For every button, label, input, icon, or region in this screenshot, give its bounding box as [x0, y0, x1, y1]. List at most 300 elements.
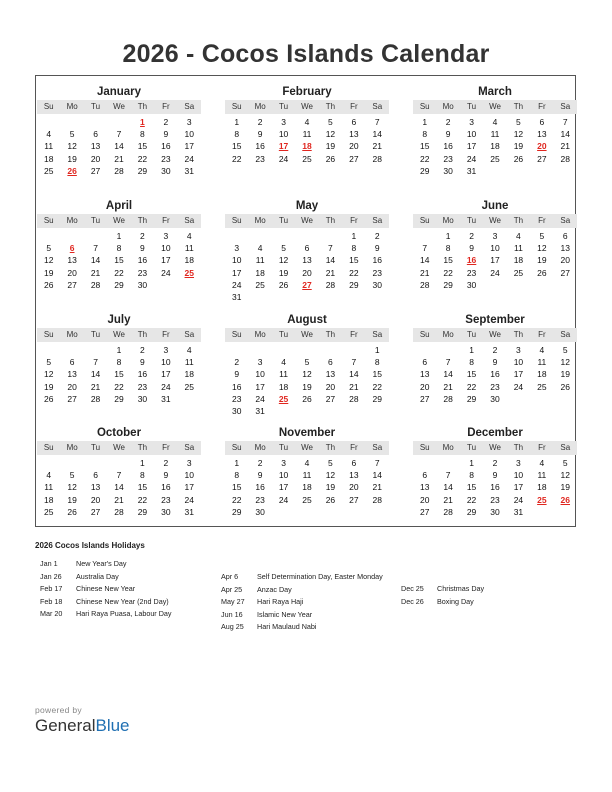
holiday-day: 16	[466, 255, 477, 266]
weekday-label: We	[301, 216, 313, 225]
day-cell: 30	[137, 393, 148, 404]
weekday-label: Th	[325, 330, 336, 339]
holiday-row	[40, 571, 171, 584]
weekday-label: Tu	[91, 102, 101, 111]
month-october	[37, 425, 201, 518]
day-cell: 9	[257, 470, 263, 481]
day-cell: 17	[255, 381, 265, 392]
holiday-row	[221, 571, 383, 584]
weekday-label: Su	[419, 330, 430, 339]
day-cell: 3	[469, 117, 474, 127]
day-cell: 14	[90, 369, 101, 380]
day-cell: 10	[278, 129, 289, 140]
day-grid	[225, 344, 389, 417]
holiday-day: 25	[537, 494, 547, 505]
day-cell: 9	[445, 129, 451, 140]
holidays-title: 2026 Cocos Islands Holidays	[35, 541, 145, 550]
holiday-day: 26	[560, 494, 571, 505]
day-cell: 6	[539, 117, 545, 127]
holiday-day: 25	[184, 267, 195, 278]
day-cell: 24	[161, 267, 171, 278]
empty-day	[225, 344, 248, 356]
day-cell: 13	[325, 369, 336, 380]
day-cell: 22	[466, 494, 477, 505]
weekday-label: Fr	[538, 102, 546, 111]
weekday-label: Su	[231, 102, 242, 111]
day-cell: 8	[140, 470, 145, 481]
day-cell: 7	[93, 243, 98, 254]
weekday-label: Mo	[66, 443, 78, 452]
day-cell: 16	[231, 381, 242, 392]
day-cell: 11	[537, 357, 547, 368]
holiday-name: Hari Raya Haji	[257, 597, 304, 606]
day-cell: 1	[234, 117, 240, 127]
day-cell: 18	[278, 381, 289, 392]
day-cell: 13	[67, 255, 77, 266]
day-grid	[37, 116, 201, 177]
day-cell: 13	[90, 482, 101, 493]
day-cell: 10	[255, 369, 265, 380]
weekday-label: Mo	[66, 216, 78, 225]
day-cell: 24	[513, 381, 524, 392]
holiday-row	[40, 558, 171, 571]
day-cell: 10	[184, 470, 195, 481]
weekday-label: Su	[231, 216, 242, 225]
weekday-label: Sa	[372, 102, 383, 111]
day-cell: 5	[328, 458, 333, 468]
day-cell: 27	[419, 506, 430, 517]
holiday-day: 6	[69, 243, 75, 254]
day-cell: 17	[184, 482, 195, 493]
month-march	[413, 84, 577, 177]
day-cell: 27	[560, 267, 571, 278]
day-cell: 18	[537, 482, 547, 493]
day-cell: 8	[445, 243, 451, 254]
day-cell: 21	[560, 141, 571, 152]
day-cell: 8	[116, 243, 122, 254]
day-cell: 27	[537, 153, 547, 164]
day-cell: 23	[443, 153, 453, 164]
weekday-label: Mo	[66, 330, 78, 339]
day-cell: 6	[422, 470, 428, 481]
day-cell: 3	[257, 357, 263, 368]
day-cell: 12	[43, 369, 54, 380]
day-cell: 15	[349, 255, 359, 266]
weekday-label: Mo	[254, 330, 266, 339]
weekday-label: Th	[513, 102, 524, 111]
weekday-header	[225, 214, 389, 228]
weekday-label: Mo	[66, 102, 78, 111]
holiday-date: Dec 25	[401, 584, 424, 593]
day-cell: 11	[514, 243, 523, 254]
day-grid	[37, 230, 201, 291]
day-cell: 26	[302, 393, 312, 404]
holiday-day: 20	[537, 141, 547, 152]
day-cell: 7	[116, 470, 122, 481]
day-cell: 1	[374, 345, 380, 355]
weekday-label: Fr	[350, 330, 358, 339]
day-cell: 18	[43, 153, 54, 164]
month-name: April	[105, 200, 133, 212]
day-cell: 28	[443, 506, 453, 517]
day-cell: 9	[492, 470, 498, 481]
day-cell: 24	[490, 267, 500, 278]
day-cell: 5	[46, 357, 52, 368]
day-cell: 19	[43, 267, 54, 278]
empty-day	[272, 230, 295, 242]
day-cell: 12	[43, 255, 54, 266]
month-name: June	[481, 200, 509, 212]
day-cell: 29	[137, 506, 148, 517]
weekday-label: We	[113, 102, 125, 111]
day-cell: 9	[140, 357, 145, 368]
day-cell: 9	[257, 129, 263, 140]
day-cell: 30	[490, 506, 500, 517]
day-cell: 12	[67, 141, 77, 152]
day-cell: 8	[234, 129, 240, 140]
weekday-label: Th	[513, 216, 524, 225]
day-cell: 30	[443, 165, 453, 176]
day-cell: 2	[492, 345, 498, 355]
weekday-label: Mo	[254, 443, 266, 452]
day-cell: 29	[443, 279, 453, 290]
day-cell: 6	[93, 470, 98, 481]
day-cell: 16	[490, 369, 500, 380]
day-cell: 4	[281, 357, 286, 368]
day-cell: 13	[90, 141, 101, 152]
day-cell: 17	[513, 482, 524, 493]
weekday-label: We	[301, 443, 313, 452]
day-cell: 23	[490, 494, 500, 505]
day-cell: 14	[443, 369, 453, 380]
day-cell: 23	[255, 494, 265, 505]
day-cell: 24	[255, 393, 265, 404]
day-cell: 1	[351, 231, 357, 241]
weekday-header	[225, 100, 389, 114]
day-cell: 11	[255, 255, 265, 266]
month-name: December	[467, 427, 523, 439]
day-cell: 25	[490, 153, 500, 164]
day-cell: 27	[90, 165, 101, 176]
day-cell: 20	[90, 494, 101, 505]
day-cell: 4	[46, 129, 52, 140]
day-cell: 3	[186, 117, 192, 127]
day-cell: 30	[161, 506, 171, 517]
day-cell: 22	[231, 153, 242, 164]
weekday-label: Fr	[350, 443, 358, 452]
weekday-label: Th	[513, 330, 524, 339]
day-cell: 17	[513, 369, 524, 380]
day-cell: 10	[513, 470, 524, 481]
holiday-list-column-1	[40, 558, 171, 621]
weekday-label: Fr	[538, 443, 546, 452]
weekday-label: Sa	[372, 443, 383, 452]
day-cell: 5	[562, 345, 568, 355]
day-cell: 27	[349, 153, 359, 164]
day-cell: 12	[325, 129, 336, 140]
holiday-date: Jan 1	[40, 559, 58, 568]
holiday-name: Australia Day	[76, 571, 119, 581]
weekday-header	[37, 100, 201, 114]
day-cell: 10	[513, 357, 524, 368]
day-cell: 6	[562, 231, 568, 241]
day-cell: 23	[137, 381, 148, 392]
day-cell: 26	[513, 153, 524, 164]
holiday-row	[221, 621, 383, 634]
day-cell: 16	[161, 141, 171, 152]
holiday-name: Christmas Day	[437, 584, 485, 593]
day-cell: 11	[490, 129, 500, 140]
day-cell: 24	[161, 381, 171, 392]
day-cell: 14	[114, 141, 124, 152]
weekday-label: Su	[419, 102, 430, 111]
weekday-label: Mo	[442, 330, 454, 339]
empty-day	[37, 344, 60, 356]
month-name: July	[107, 314, 131, 326]
day-cell: 6	[351, 117, 357, 127]
weekday-label: Tu	[279, 102, 289, 111]
weekday-label: Mo	[254, 102, 266, 111]
day-cell: 15	[114, 369, 124, 380]
day-cell: 11	[184, 243, 194, 254]
weekday-label: Sa	[372, 330, 383, 339]
generalblue-logo[interactable]	[35, 716, 130, 736]
holiday-name: Boxing Day	[437, 596, 474, 606]
day-cell: 2	[163, 458, 169, 468]
weekday-label: We	[489, 216, 501, 225]
holiday-row	[40, 583, 171, 596]
day-cell: 18	[302, 482, 312, 493]
holiday-day: 17	[278, 141, 289, 152]
holiday-date: Jan 26	[40, 571, 62, 581]
day-cell: 28	[372, 494, 383, 505]
powered-by-text: powered by	[35, 705, 82, 715]
day-cell: 23	[161, 153, 171, 164]
day-cell: 5	[46, 243, 52, 254]
day-cell: 1	[469, 458, 474, 468]
day-cell: 14	[560, 129, 571, 140]
weekday-header	[37, 328, 201, 342]
day-cell: 26	[325, 153, 336, 164]
day-cell: 9	[234, 369, 240, 380]
day-cell: 16	[255, 141, 265, 152]
empty-day	[319, 230, 342, 242]
day-cell: 27	[419, 393, 430, 404]
weekday-label: Sa	[560, 216, 571, 225]
day-cell: 12	[560, 470, 571, 481]
day-cell: 7	[374, 117, 380, 127]
day-cell: 15	[466, 369, 477, 380]
day-cell: 18	[184, 369, 195, 380]
day-cell: 6	[304, 243, 310, 254]
day-cell: 26	[278, 279, 289, 290]
weekday-label: Sa	[184, 216, 195, 225]
day-cell: 11	[279, 369, 288, 380]
day-cell: 24	[278, 153, 289, 164]
day-cell: 28	[114, 165, 124, 176]
holiday-name: Hari Raya Puasa, Labour Day	[76, 609, 172, 618]
day-cell: 31	[184, 165, 195, 176]
empty-day	[319, 344, 342, 356]
weekday-label: Fr	[350, 216, 358, 225]
day-cell: 16	[161, 482, 171, 493]
day-cell: 29	[114, 279, 124, 290]
day-cell: 8	[422, 129, 428, 140]
weekday-label: Tu	[467, 443, 477, 452]
weekday-label: Fr	[538, 216, 546, 225]
day-cell: 26	[67, 506, 77, 517]
day-cell: 7	[562, 117, 568, 127]
day-grid	[37, 457, 201, 518]
day-cell: 23	[255, 153, 265, 164]
weekday-label: Tu	[467, 330, 477, 339]
day-cell: 16	[255, 482, 265, 493]
day-cell: 22	[466, 381, 477, 392]
holiday-date: Apr 25	[221, 584, 243, 594]
day-cell: 7	[351, 357, 357, 368]
weekday-label: Fr	[350, 102, 358, 111]
holiday-date: Feb 17	[40, 584, 63, 593]
page-title: 2026 - Cocos Islands Calendar	[122, 40, 490, 68]
day-cell: 5	[281, 243, 286, 254]
weekday-label: We	[489, 330, 501, 339]
day-cell: 7	[116, 129, 122, 140]
day-cell: 7	[422, 243, 428, 254]
day-cell: 17	[184, 141, 195, 152]
day-cell: 6	[351, 458, 357, 468]
day-grid	[413, 230, 577, 291]
day-cell: 19	[67, 153, 77, 164]
day-cell: 26	[43, 393, 54, 404]
day-cell: 29	[231, 506, 242, 517]
day-cell: 22	[137, 494, 148, 505]
day-cell: 29	[372, 393, 383, 404]
day-cell: 10	[161, 357, 171, 368]
day-cell: 9	[163, 470, 169, 481]
day-cell: 24	[466, 153, 477, 164]
day-cell: 24	[278, 494, 289, 505]
weekday-header	[413, 441, 577, 455]
day-grid	[413, 457, 577, 518]
day-cell: 23	[372, 267, 383, 278]
holiday-row	[221, 596, 383, 609]
day-cell: 10	[231, 255, 242, 266]
empty-day	[295, 230, 318, 242]
day-cell: 20	[560, 255, 571, 266]
day-cell: 13	[349, 470, 359, 481]
day-cell: 23	[137, 267, 148, 278]
day-cell: 28	[114, 506, 124, 517]
day-cell: 19	[560, 369, 571, 380]
day-cell: 2	[469, 231, 474, 241]
empty-day	[84, 457, 107, 469]
day-cell: 25	[302, 494, 312, 505]
day-cell: 7	[93, 357, 98, 368]
day-cell: 5	[539, 231, 545, 241]
day-cell: 28	[419, 279, 430, 290]
day-cell: 27	[349, 494, 359, 505]
day-cell: 10	[184, 129, 195, 140]
day-cell: 29	[349, 279, 359, 290]
weekday-label: Fr	[162, 443, 170, 452]
day-cell: 23	[231, 393, 242, 404]
weekday-label: Su	[43, 330, 54, 339]
empty-day	[60, 230, 83, 242]
day-cell: 21	[419, 267, 430, 278]
month-name: March	[478, 86, 512, 98]
day-cell: 28	[372, 153, 383, 164]
day-cell: 19	[325, 482, 336, 493]
day-cell: 1	[116, 231, 122, 241]
day-cell: 16	[372, 255, 383, 266]
holiday-date: Aug 25	[221, 622, 244, 631]
day-cell: 19	[278, 267, 289, 278]
day-cell: 3	[516, 458, 521, 468]
day-cell: 18	[490, 141, 500, 152]
weekday-label: Mo	[254, 216, 266, 225]
weekday-label: Sa	[560, 102, 571, 111]
weekday-label: Tu	[467, 102, 477, 111]
day-cell: 2	[140, 231, 145, 241]
day-cell: 29	[114, 393, 124, 404]
day-cell: 11	[44, 482, 54, 493]
holiday-row	[221, 609, 383, 622]
day-grid	[225, 116, 389, 165]
weekday-label: We	[113, 443, 125, 452]
day-cell: 13	[67, 369, 77, 380]
weekday-label: We	[489, 443, 501, 452]
day-cell: 5	[69, 129, 75, 140]
day-cell: 12	[537, 243, 547, 254]
day-grid	[413, 116, 577, 177]
day-cell: 1	[116, 345, 122, 355]
day-cell: 3	[492, 231, 498, 241]
day-cell: 1	[445, 231, 451, 241]
weekday-label: We	[301, 102, 313, 111]
day-cell: 3	[163, 231, 169, 241]
day-cell: 14	[372, 470, 383, 481]
day-cell: 9	[374, 243, 380, 254]
day-cell: 21	[114, 494, 124, 505]
day-cell: 5	[516, 117, 521, 127]
day-cell: 20	[302, 267, 312, 278]
weekday-label: Th	[513, 443, 524, 452]
weekday-label: Mo	[442, 443, 454, 452]
day-cell: 12	[278, 255, 289, 266]
day-cell: 21	[325, 267, 336, 278]
holiday-date: Feb 18	[40, 596, 63, 606]
day-cell: 19	[513, 141, 524, 152]
day-cell: 26	[43, 279, 54, 290]
holiday-name: Anzac Day	[257, 584, 292, 594]
holiday-name: Chinese New Year (2nd Day)	[76, 596, 169, 606]
day-cell: 30	[231, 405, 242, 416]
holiday-name: Chinese New Year	[76, 584, 136, 593]
empty-day	[107, 116, 130, 128]
month-name: October	[96, 427, 142, 439]
empty-day	[413, 344, 436, 356]
day-cell: 22	[349, 267, 359, 278]
day-cell: 12	[325, 470, 336, 481]
day-cell: 25	[513, 267, 524, 278]
day-cell: 28	[90, 393, 101, 404]
day-cell: 1	[422, 117, 428, 127]
day-cell: 30	[161, 165, 171, 176]
month-name: September	[465, 314, 525, 326]
weekday-label: Su	[43, 102, 54, 111]
day-cell: 12	[513, 129, 524, 140]
day-cell: 18	[513, 255, 524, 266]
